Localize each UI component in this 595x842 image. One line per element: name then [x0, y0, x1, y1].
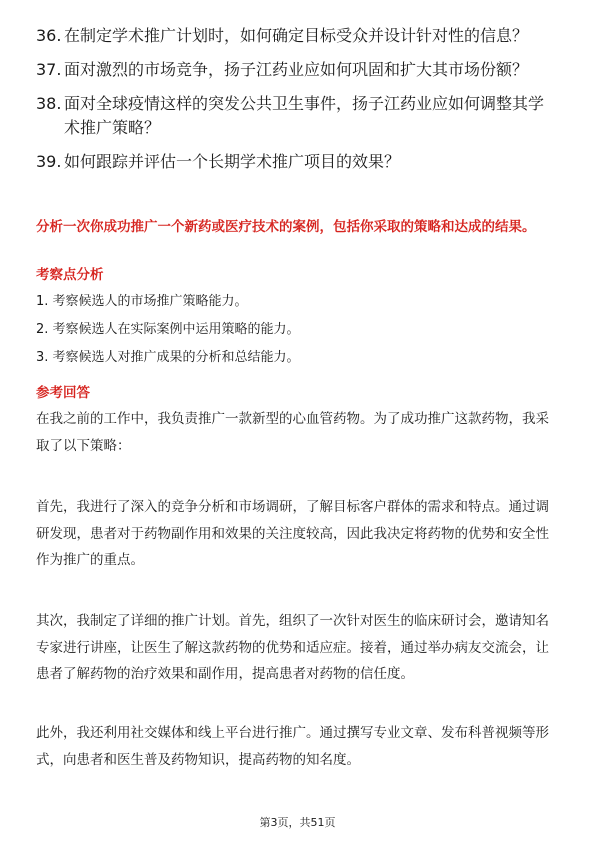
reference-title: 参考回答	[36, 385, 90, 401]
question-number: 38.	[36, 94, 62, 113]
question-number: 39.	[36, 152, 62, 171]
highlight-question: 分析一次你成功推广一个新药或医疗技术的案例，包括你采取的策略和达成的结果。	[36, 219, 536, 235]
question-item	[36, 150, 556, 174]
question-item	[36, 58, 556, 82]
answer-paragraph: 首先，我进行了深入的竞争分析和市场调研，了解目标客户群体的需求和特点。通过调研发现，患者对于药物副作用和效果的关注度较高，因此我决定将药物的优势和安全性作为推广的重点。	[36, 499, 549, 568]
question-text: 面对全球疫情这样的突发公共卫生事件，扬子江药业应如何调整其学术推广策略？	[64, 94, 545, 137]
question-number: 36.	[36, 26, 62, 45]
question-text: 如何跟踪并评估一个长期学术推广项目的效果？	[64, 152, 401, 171]
analysis-point: 3. 考察候选人对推广成果的分析和总结能力。	[36, 350, 300, 365]
question-item	[36, 92, 556, 140]
answer-paragraph: 在我之前的工作中，我负责推广一款新型的心血管药物。为了成功推广这款药物，我采取了以下策略：	[36, 411, 549, 454]
question-text: 面对激烈的市场竞争，扬子江药业应如何巩固和扩大其市场份额？	[64, 60, 529, 79]
page-footer: 第3页，共51页	[259, 816, 336, 829]
answer-paragraph: 此外，我还利用社交媒体和线上平台进行推广。通过撰写专业文章、发布科普视频等形式，向患者和医生普及药物知识，提高药物的知名度。	[36, 725, 549, 768]
question-item	[36, 24, 556, 48]
analysis-title: 考察点分析	[36, 267, 104, 283]
question-number: 37.	[36, 60, 62, 79]
analysis-point: 1. 考察候选人的市场推广策略能力。	[36, 294, 248, 309]
question-list	[36, 24, 556, 184]
answer-paragraph: 其次，我制定了详细的推广计划。首先，组织了一次针对医生的临床研讨会，邀请知名专家进行讲座，让医生了解这款药物的优势和适应症。接着，通过举办病友交流会，让患者了解药物的治疗效果和副作用，提高患者对药物的信任度。	[36, 613, 549, 682]
analysis-point: 2. 考察候选人在实际案例中运用策略的能力。	[36, 322, 300, 337]
question-text: 在制定学术推广计划时，如何确定目标受众并设计针对性的信息？	[64, 26, 529, 45]
